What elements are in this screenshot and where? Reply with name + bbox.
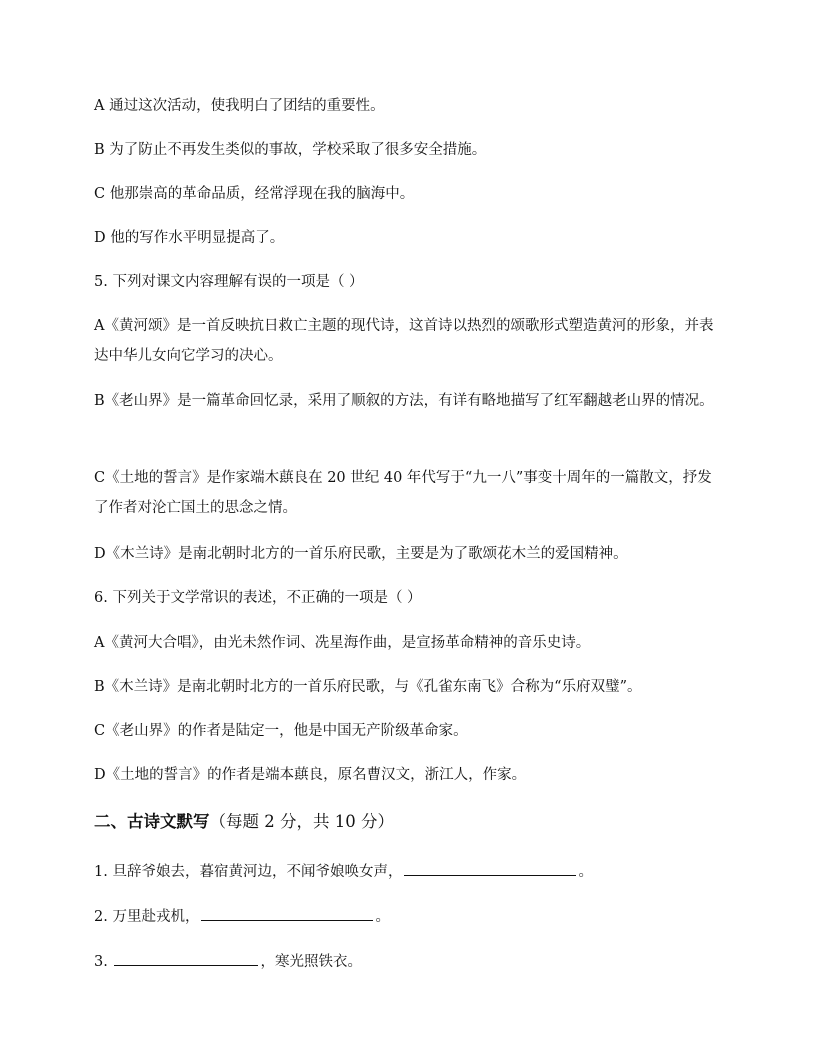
- option-5a: A《黄河颂》是一首反映抗日救亡主题的现代诗，这首诗以热烈的颂歌形式塑造黄河的形象，并表达中华儿女向它学习的决心。: [94, 318, 714, 364]
- answer-blank-1[interactable]: [404, 861, 576, 876]
- fill-question-2: [94, 906, 390, 926]
- fill-1-prefix: 1. 旦辞爷娘去，暮宿黄河边，不闻爷娘唤女声，: [94, 864, 403, 880]
- option-6a: A《黄河大合唱》，由光未然作词、冼星海作曲，是宣扬革命精神的音乐史诗。: [94, 635, 591, 651]
- option-5d: D《木兰诗》是南北朝时北方的一首乐府民歌，主要是为了歌颂花木兰的爱国精神。: [94, 546, 628, 562]
- fill-question-3: [94, 951, 362, 971]
- question-5: 5. 下列对课文内容理解有误的一项是（ ）: [94, 274, 364, 290]
- answer-blank-2[interactable]: [201, 906, 373, 921]
- option-5b: B《老山界》是一篇革命回忆录，采用了顺叙的方法，有详有略地描写了红军翻越老山界的情况。: [94, 393, 714, 409]
- option-6c: C《老山界》的作者是陆定一，他是中国无产阶级革命家。: [94, 723, 468, 739]
- fill-question-1: [94, 861, 593, 881]
- option-6d: D《土地的誓言》的作者是端本蕻良，原名曹汉文，浙江人，作家。: [94, 767, 527, 783]
- option-4a: A 通过这次活动，使我明白了团结的重要性。: [94, 98, 385, 114]
- option-4b: B 为了防止不再发生类似的事故，学校采取了很多安全措施。: [94, 142, 487, 158]
- fill-2-suffix: 。: [375, 909, 390, 925]
- section-title: 二、古诗文默写: [94, 812, 210, 831]
- option-6b: B《木兰诗》是南北朝时北方的一首乐府民歌，与《孔雀东南飞》合称为“乐府双璧”。: [94, 679, 642, 695]
- fill-1-suffix: 。: [578, 864, 593, 880]
- option-4c: C 他那崇高的革命品质，经常浮现在我的脑海中。: [94, 186, 415, 202]
- fill-2-prefix: 2. 万里赴戎机，: [94, 909, 200, 925]
- option-5c: C《土地的誓言》是作家端木蕻良在 20 世纪 40 年代写于“九一八”事变十周年的一篇散文，抒发了作者对沦亡国土的思念之情。: [94, 470, 712, 516]
- question-6: 6. 下列关于文学常识的表述，不正确的一项是（ ）: [94, 590, 422, 606]
- section-heading: [94, 812, 394, 832]
- section-score-note: （每题 2 分，共 10 分）: [209, 812, 394, 831]
- answer-blank-3[interactable]: [114, 951, 258, 966]
- fill-3-suffix: ，寒光照铁衣。: [260, 954, 362, 970]
- fill-3-prefix: 3.: [94, 954, 108, 970]
- option-4d: D 他的写作水平明显提高了。: [94, 230, 285, 246]
